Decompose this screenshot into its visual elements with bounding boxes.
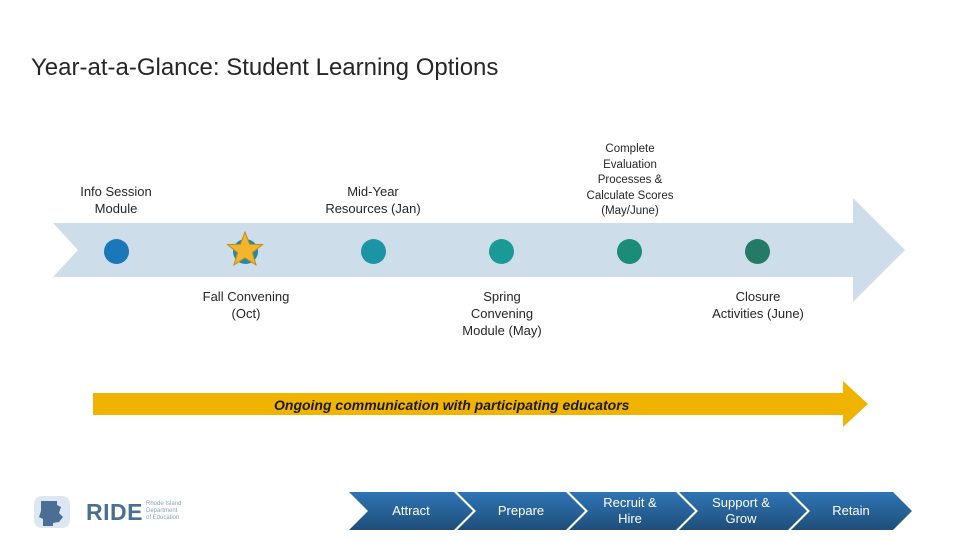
logo-subtext: Rhode Island Department of Education xyxy=(146,501,182,521)
pipeline-step-retain: Retain xyxy=(832,503,870,518)
milestone-label-info-session: Info Session Module xyxy=(80,184,152,216)
milestone-label-closure: Closure Activities (June) xyxy=(712,289,804,321)
page-title: Year-at-a-Glance: Student Learning Options xyxy=(31,54,499,81)
logo-word: RIDE xyxy=(86,499,143,525)
milestone-label-spring-convening: Spring Convening Module (May) xyxy=(462,289,542,338)
milestone-label-fall-convening: Fall Convening (Oct) xyxy=(202,289,290,321)
pipeline-step-support-grow: Support & Grow xyxy=(712,495,770,526)
milestone-label-complete-evaluation: Complete Evaluation Processes & Calculate Scores (May/June) xyxy=(586,143,674,217)
pipeline-step-prepare: Prepare xyxy=(497,503,545,518)
ongoing-communication-label: Ongoing communication with participating educators xyxy=(274,397,630,413)
pipeline-step-recruit-hire: Recruit & Hire xyxy=(603,495,657,526)
milestone-label-mid-year: Mid-Year Resources (Jan) xyxy=(325,184,421,216)
pipeline-step-attract: Attract xyxy=(392,503,430,518)
